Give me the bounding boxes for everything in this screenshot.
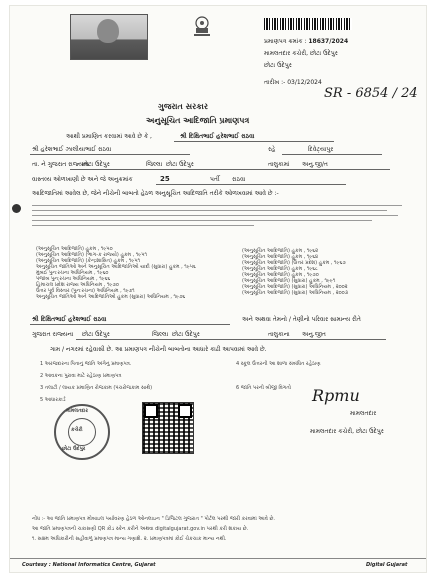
footer-courtesy: Courtesy : National Informatics Centre, Gujarat <box>22 562 156 568</box>
applicant-relation-name: શ્રી હરેશભાઈ ઝાલીયાભાઈ રાઠવા <box>32 146 112 153</box>
category-label: તાલુકામાં <box>268 161 290 168</box>
certificate-number: 18637/2024 <box>308 38 349 45</box>
schedule-number: 25 <box>160 175 170 183</box>
officer-signature: Rpmu <box>312 386 360 405</box>
residence-taluka: છોટા ઉદેપુર <box>82 331 110 338</box>
category-value: અનુ.જી/ત <box>302 161 328 168</box>
residence-category: અનુ.જીત <box>302 331 326 338</box>
village-name: દિવેટ્યાપુર <box>308 146 334 153</box>
document-item: 6 જાતિ પરની બીજી વિગતો <box>236 385 291 391</box>
order-item: (અનુસૂચિત આદિજાતિ) હુકમ , ૧૯૭૦ <box>242 272 319 278</box>
punch-hole <box>12 204 21 213</box>
photo-head-shape <box>97 19 119 43</box>
stamp-middle-text: કચેરી <box>71 427 83 433</box>
orders-right-list <box>242 248 348 296</box>
signature-office: મામલતદાર કચેરી, છોટા ઉદેપુર <box>310 428 384 435</box>
certificate-sheet <box>10 6 426 572</box>
legal-paragraph-block <box>32 202 402 242</box>
order-item: ઉત્તર પૂર્વ વિસ્તાર (પુનઃરચના) અધિનિયમ , ૧૯૭૧ <box>36 288 135 294</box>
order-item: (અનુસૂચિત આદિજાતિ) (સુધારા) અધિનિયમ , ૨૦૦૨ <box>242 284 348 290</box>
residence-name: શ્રી દિક્ષિતભાઈ હરેશભાઈ રાઠવા <box>32 316 107 323</box>
certificate-barcode <box>264 18 352 30</box>
document-item: 5 આધારકાર્ડ <box>40 397 66 403</box>
order-item: (અનુસૂચિત આદિજાતિ) હુકમ , ૧૯૬૨ <box>242 248 319 254</box>
document-item: 2 આવકના પુરાવા માટે રહેઠાણ પ્રમાણપત્ર <box>40 373 122 379</box>
order-item: અનુસૂચિત જાતિઓ અને અનુસૂચિત આદિજાતિઓ યાદી (સુધારા) હુકમ , ૧૯૫૬ <box>36 264 196 270</box>
residence-state-label: ગુજરાત રાજ્યના <box>32 331 74 338</box>
header-date-row <box>264 79 322 86</box>
order-item: (અનુસૂચિત આદિજાતિ) (સુધારા) હુકમ , ૧૯૯૧ <box>242 278 336 284</box>
national-emblem-icon <box>192 16 212 40</box>
district-value: છોટા ઉદેપુર <box>166 161 194 168</box>
issue-date: 03/12/2024 <box>287 79 322 86</box>
order-item: અનુસૂચિત જાતિઓ અને આદિજાતિઓ હુકમ (સુધારા) અધિનિયમ , ૧૯૭૬ <box>36 294 186 300</box>
village-label: રહે <box>268 146 276 153</box>
order-item: (અનુસૂચિત આદિજાતિ) (કેન્દ્રશાસિત) હુકમ , ૧૯૫૧ <box>36 258 141 264</box>
header-place: છોટા ઉદેપુર <box>264 62 292 69</box>
body-line1-prefix: આથી પ્રમાણિત કરવામાં આવે છે કે , <box>66 133 152 140</box>
body-line4-mid: પર્તી <box>210 176 220 183</box>
residence-district: છોટા ઉદેપુર <box>172 331 200 338</box>
taluka-value: છોટા ઉદેપુર <box>82 161 110 168</box>
note-line: આ જાતિ પ્રમાણપત્રની ચકાસણી QR કોડ સ્કેન કરીને અથવા digitalgujarat.gov.in પરથી કરી શકાય છે. <box>32 526 249 532</box>
document-item: 1 અરજદારના પિતાનું જાતિ અંગેનું પ્રમાણપત્ર. <box>40 361 132 367</box>
body-line5: આદિજાતિમાં આવેલ છે, જેને નીચેની બાબતો હેઠળ અનુસૂચિત આદિજાતિ તરીકે ઓળખવામાં આવે છે :- <box>32 190 279 197</box>
note-line: ૧. સક્ષમ અધિકારીની સહીવાળું પ્રમાણપત્ર માન્ય ગણાશે. ૨. પ્રમાણપત્રમાં કોઈ ચેકચાક માન્ય નથી. <box>32 536 227 542</box>
signature-designation: મામલતદાર <box>350 410 377 417</box>
order-item: હિમાચલ પ્રદેશ રાજ્ય અધિનિયમ , ૧૯૭૦ <box>36 282 119 288</box>
header-office: મામલતદાર કચેરી, છોટા ઉદેપુર <box>264 50 338 57</box>
certificate-title: અનુસૂચિત આદિજાતિ પ્રમાણપત્ર <box>146 116 250 125</box>
stamp-bottom-text: છોટા ઉદેપુર <box>62 446 86 452</box>
stamp-top-text: મામલતદાર <box>66 408 88 414</box>
order-item: પંજાબ પુનઃરચના અધિનિયમ , ૧૯૬૬ <box>36 276 111 282</box>
order-item: (અનુસૂચિત આદિજાતિ) (ભાગ-ક રાજ્યો) હુકમ , ૧૯૫૧ <box>36 252 147 258</box>
document-item: 4 સ્કૂલ ઉત્તરની આ શાળા સંબંધિત રહેઠાણ <box>236 361 321 367</box>
order-item: (અનુસૂચિત આદિજાતિ) હુકમ , ૧૯૬૮ <box>242 266 318 272</box>
footer-divider <box>10 558 426 559</box>
tribe-name: રાઠવા <box>232 176 246 183</box>
order-item: મુંબઈ પુનઃરચના અધિનિયમ , ૧૯૬૦ <box>36 270 109 276</box>
residence-category-label: તાલુકાના <box>268 331 290 338</box>
residence-line2: ગામ / નગરમાં રહેવાસી છે. આ પ્રમાણપત્ર નીચેની બાબતોના આધારે કાઢી આપવામાં આવે છે. <box>50 346 267 353</box>
government-title: ગુજરાત સરકાર <box>158 102 208 111</box>
residence-district-label: જિલ્લા <box>152 331 169 338</box>
document-item: 3 તલાટી / લાયક પ્રમાણિત રોજકામ (પંચરોજકામ સાથે) <box>40 385 153 391</box>
order-item: (અનુસૂચિત આદિજાતિ) હુકમ , ૧૯૬૪ <box>242 254 319 260</box>
orders-left-list <box>36 246 196 300</box>
applicant-name: શ્રી દિક્ષિતભાઈ હરેશભાઈ રાઠવા <box>180 133 255 140</box>
residence-family-label: અને અથવા તેમનો / તેણીનો પરિવાર સામાન્ય રીતે <box>242 316 361 323</box>
body-line4-label: વાસ્તવ્ય ઓળખાણી છે અને જે અનુક્રમાંક <box>32 176 133 183</box>
order-item: (અનુસૂચિત આદિજાતિ) હુકમ , ૧૯૫૦ <box>36 246 113 252</box>
footer-brand: Digital Gujarat <box>366 562 408 568</box>
date-label: તારીખ :- <box>264 79 286 86</box>
district-label: જિલ્લા <box>146 161 163 168</box>
office-stamp <box>54 404 110 460</box>
applicant-photo <box>70 14 148 60</box>
order-item: (અનુસૂચિત આદિજાતિ) (સુધારા) અધિનિયમ , ૨૦૦૩ <box>242 290 349 296</box>
certificate-number-label: પ્રમાણપત્ર ક્રમાંક : <box>264 38 307 45</box>
taluka-label: તા. ને ગુજરાત રાજ્યના <box>32 161 90 168</box>
order-item: (અનુસૂચિત આદિજાતિ) (ઉત્તર પ્રદેશ) હુકમ , ૧૯૬૭ <box>242 260 346 266</box>
note-line: નોંધ :- આ જાતિ પ્રમાણપત્ર મોબાઇલ પર્યાવરણ હેઠળ ઓનલાઇન " ડિજિટલ ગુજરાત " પોર્ટલ પરથી જારી કરવામાં આવે છે. <box>32 516 275 522</box>
verification-qr-code <box>142 402 194 454</box>
handwritten-reference: SR - 6854 / 24 <box>324 86 418 101</box>
certificate-number-row <box>264 38 348 45</box>
